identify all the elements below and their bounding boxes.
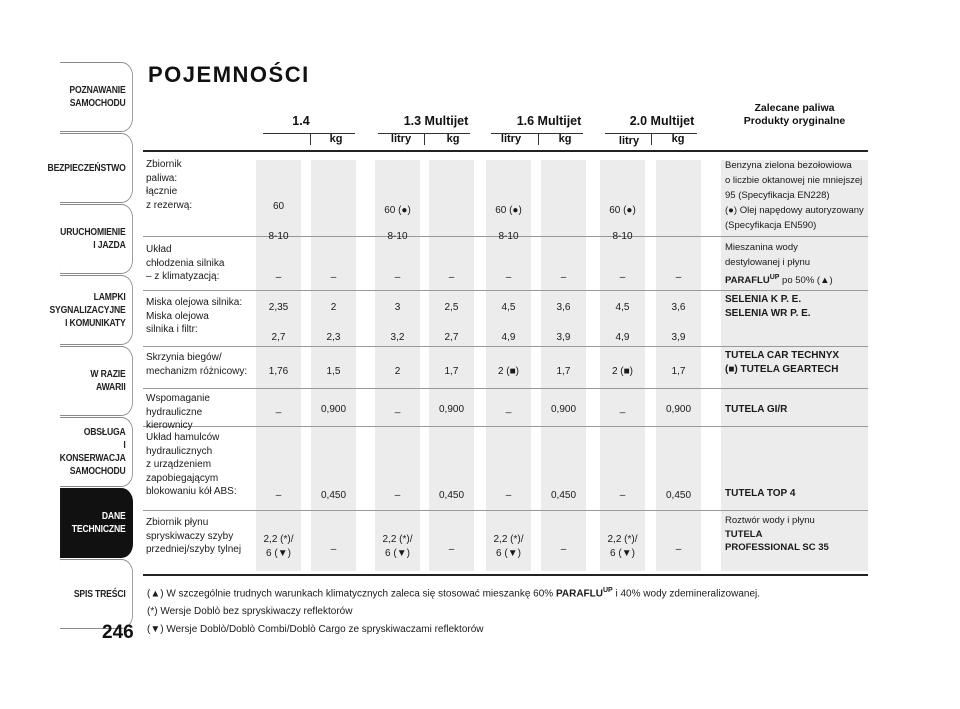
label-line: przedniej/szyby tylnej xyxy=(146,544,242,555)
label-line: hydrauliczne kierownicy xyxy=(146,406,203,431)
engine-header-1-3-multijet: 1.3 Multijet xyxy=(403,114,469,128)
unit-kg: kg xyxy=(329,133,343,145)
fuel-line: TUTELA xyxy=(725,528,763,540)
cell-value: 2,5 xyxy=(444,302,459,313)
cell-value: – xyxy=(394,490,401,501)
label-line: Zbiornik xyxy=(146,159,182,170)
cell-value: – xyxy=(675,272,682,283)
cell-value: 6 (▼) xyxy=(610,548,635,559)
cell-value: 3,9 xyxy=(671,332,686,343)
cell-value: – xyxy=(330,544,337,555)
fuel-line: Roztwór wody i płynu xyxy=(725,515,815,526)
cell-value: – xyxy=(275,272,282,283)
cell-value: – xyxy=(560,272,567,283)
cell-value: 8-10 xyxy=(612,231,633,242)
page-title: POJEMNOŚCI xyxy=(148,62,310,87)
cell-value: 2,3 xyxy=(326,332,341,343)
cell-value: – xyxy=(448,272,455,283)
cell-value: 3 xyxy=(394,302,401,313)
fuel-spec-oil xyxy=(725,293,867,321)
cell-value: 60 xyxy=(272,201,285,212)
unit-kg: kg xyxy=(446,133,460,145)
tab-label: URUCHOMIENIE I JAZDA xyxy=(60,226,126,251)
cell-value: 6 (▼) xyxy=(266,548,291,559)
cell-value: 1,7 xyxy=(444,366,459,377)
page-number: 246 xyxy=(102,622,134,643)
brand-sup: UP xyxy=(769,274,780,281)
unit-divider xyxy=(310,133,311,145)
cell-value: _ xyxy=(394,403,401,414)
label-line: blokowaniu kół ABS: xyxy=(146,486,237,497)
cell-value: – xyxy=(505,272,512,283)
label-line: łącznie xyxy=(146,186,178,197)
chapter-tabs xyxy=(44,62,133,630)
table-bottom-rule xyxy=(143,574,868,576)
tab-label: SPIS TREŚCI xyxy=(73,587,126,600)
cell-value: – xyxy=(330,272,337,283)
fuel-line: Mieszanina wody xyxy=(725,242,798,253)
label-line: chłodzenia silnika xyxy=(146,257,225,269)
cell-value: – xyxy=(560,544,567,555)
fuel-line: TUTELA GI/R xyxy=(725,404,788,415)
unit-kg: kg xyxy=(558,133,572,145)
fuel-spec-fuel xyxy=(725,158,867,233)
brand-paraflu: PARAFLU xyxy=(555,588,603,600)
row-separator xyxy=(143,510,868,511)
cell-value: 2,7 xyxy=(271,332,286,343)
row-label-engine-oil xyxy=(146,296,251,337)
row-label-washer xyxy=(146,516,251,557)
cell-value: – xyxy=(394,272,401,283)
unit-divider xyxy=(651,133,652,145)
cell-value: 2,7 xyxy=(444,332,459,343)
cell-value: 0,450 xyxy=(320,490,347,501)
fuel-line: Benzyna zielona bezołowiowa xyxy=(725,160,852,171)
label-line: zapobiegającym xyxy=(146,472,219,484)
cell-value: 1,76 xyxy=(268,366,289,377)
cell-value: 2,2 (*)/ xyxy=(607,534,638,545)
cell-value: 2 (■) xyxy=(497,366,520,377)
fuel-line: (Specyfikacja EN590) xyxy=(725,220,817,231)
fuel-line: o liczbie oktanowej nie mniejszej xyxy=(725,175,863,186)
cell-value: _ xyxy=(505,403,512,414)
cell-value: – xyxy=(505,490,512,501)
fuel-spec-brakes xyxy=(725,487,867,501)
cell-value: _ xyxy=(275,403,282,414)
row-separator xyxy=(143,346,868,347)
label-line: Wspomaganie xyxy=(146,393,210,404)
row-label-power-steering xyxy=(146,392,251,433)
fuel-line: (■) TUTELA GEARTECH xyxy=(725,364,839,375)
brand-sup: UP xyxy=(602,587,613,594)
row-label-fuel-tank xyxy=(146,158,251,212)
fuel-header-line1: Zalecane paliwa xyxy=(754,102,835,114)
engine-header-2-0-multijet: 2.0 Multijet xyxy=(629,114,695,128)
tab-label: LAMPKI SYGNALIZACYJNE I KOMUNIKATY xyxy=(49,290,126,329)
cell-value: 1,7 xyxy=(671,366,686,377)
cell-value: 0,450 xyxy=(665,490,692,501)
row-separator xyxy=(143,388,868,389)
label-line: Układ xyxy=(146,244,172,255)
unit-divider xyxy=(538,133,539,145)
label-line: Miska olejowa silnika: xyxy=(146,297,243,308)
footnote-down-triangle: (▼) Wersje Doblò/Doblò Combi/Doblò Cargo ze spryskiwaczami reflektorów xyxy=(147,624,484,636)
fuel-line: TUTELA CAR TECHNYX xyxy=(725,350,840,361)
cell-value: 60 (●) xyxy=(495,205,522,216)
tab-label: OBSŁUGA I KONSERWACJA SAMOCHODU xyxy=(59,426,126,477)
fuel-header xyxy=(721,102,868,128)
cell-value: 60 (●) xyxy=(384,205,411,216)
fuel-line: PROFESSIONAL SC 35 xyxy=(725,542,829,553)
tab-label: POZNAWANIE SAMOCHODU xyxy=(69,84,126,109)
fuel-line: destylowanej i płynu xyxy=(725,257,811,268)
cell-value: 3,6 xyxy=(671,302,686,313)
cell-value: 4,9 xyxy=(615,332,630,343)
tab-w-razie-awarii[interactable] xyxy=(60,346,133,416)
cell-value: 4,9 xyxy=(501,332,516,343)
row-label-brakes xyxy=(146,431,251,499)
cell-value: 0,900 xyxy=(550,404,577,415)
footnote-text: (▲) W szczególnie trudnych warunkach klimatycznych zaleca się stosować mieszankę 60% xyxy=(147,588,556,600)
cell-value: _ xyxy=(619,403,626,414)
cell-value: 2,2 (*)/ xyxy=(382,534,413,545)
fuel-line: SELENIA K P. E. xyxy=(725,294,802,305)
cell-value: 2 (■) xyxy=(611,366,634,377)
cell-value: 3,9 xyxy=(556,332,571,343)
cell-value: – xyxy=(675,544,682,555)
tab-uruchomienie-i-jazda[interactable] xyxy=(60,204,133,274)
tab-obsluga-i-konserwacja[interactable] xyxy=(60,417,133,487)
fuel-line xyxy=(725,270,867,288)
fuel-spec-gearbox xyxy=(725,349,867,377)
row-separator xyxy=(143,426,868,427)
label-line: spryskiwaczy szyby xyxy=(146,530,234,542)
cell-value: 8-10 xyxy=(387,231,408,242)
fuel-line: SELENIA WR P. E. xyxy=(725,308,811,319)
cell-value: 2,2 (*)/ xyxy=(263,534,294,545)
label-line: hydraulicznych xyxy=(146,445,213,457)
footnotes xyxy=(147,582,847,639)
cell-value: 1,7 xyxy=(556,366,571,377)
cell-value: 3,2 xyxy=(390,332,405,343)
table-top-rule xyxy=(143,150,868,152)
tab-label: DANE TECHNICZNE xyxy=(71,510,126,535)
row-label-gearbox xyxy=(146,351,251,378)
cell-value: 4,5 xyxy=(615,302,630,313)
cell-value: 0,900 xyxy=(665,404,692,415)
cell-value: 6 (▼) xyxy=(496,548,521,559)
fuel-header-line2: Produkty oryginalne xyxy=(743,115,846,127)
unit-divider xyxy=(424,133,425,145)
cell-value: – xyxy=(619,490,626,501)
footnote-text: i 40% wody zdemineralizowanej. xyxy=(612,588,761,600)
tab-label: BEZPIECZEŃSTWO xyxy=(47,161,126,174)
unit-litres: litry xyxy=(390,133,412,145)
cell-value: 3,6 xyxy=(556,302,571,313)
cell-value: 4,5 xyxy=(501,302,516,313)
cell-value: 2 xyxy=(330,302,337,313)
engine-header-1-4: 1.4 xyxy=(292,114,310,128)
tab-bezpieczenstwo[interactable] xyxy=(47,133,133,203)
cell-value: – xyxy=(275,490,282,501)
label-line: – z klimatyzacją: xyxy=(146,271,220,282)
label-line: Miska olejowa xyxy=(146,310,209,322)
cell-value: 0,900 xyxy=(438,404,465,415)
label-line: silnika i filtr: xyxy=(146,324,198,335)
capacities-table xyxy=(143,100,868,580)
cell-value: 2,2 (*)/ xyxy=(493,534,524,545)
footnote-asterisk: (*) Wersje Doblò bez spryskiwaczy reflektorów xyxy=(147,606,353,618)
label-line: mechanizm różnicowy: xyxy=(146,365,248,377)
fuel-line: 95 (Specyfikacja EN228) xyxy=(725,190,830,201)
cell-value: – xyxy=(448,544,455,555)
cell-value: 0,900 xyxy=(320,404,347,415)
label-line: z urządzeniem xyxy=(146,459,212,470)
cell-value: 0,450 xyxy=(438,490,465,501)
tab-lampki-sygnalizacyjne[interactable] xyxy=(49,275,133,345)
footnote-triangle xyxy=(147,582,847,603)
label-line: Zbiornik płynu xyxy=(146,517,209,528)
mix-ratio: po 50% (▲) xyxy=(779,275,833,287)
fuel-spec-coolant xyxy=(725,240,867,288)
unit-litres: litry xyxy=(618,135,640,147)
fuel-spec-washer xyxy=(725,514,867,555)
cell-value: 2 xyxy=(394,366,401,377)
fuel-spec-steering xyxy=(725,403,867,417)
row-label-cooling xyxy=(146,243,251,284)
tab-dane-techniczne[interactable] xyxy=(60,488,133,558)
tab-poznawanie-samochodu[interactable] xyxy=(60,62,133,132)
label-line: z rezerwą: xyxy=(146,199,193,211)
fuel-line: TUTELA TOP 4 xyxy=(725,488,796,499)
fuel-line: (●) Olej napędowy autoryzowany xyxy=(725,205,864,216)
unit-kg: kg xyxy=(671,133,685,145)
unit-litres: litry xyxy=(500,133,522,145)
label-line: Układ hamulców xyxy=(146,432,220,443)
cell-value: 2,35 xyxy=(268,302,289,313)
brand-paraflu: PARAFLU xyxy=(725,275,770,287)
tab-label: W RAZIE AWARII xyxy=(90,368,126,393)
label-line: Skrzynia biegów/ xyxy=(146,352,222,363)
engine-header-1-6-multijet: 1.6 Multijet xyxy=(516,114,582,128)
cell-value: 60 (●) xyxy=(609,205,636,216)
cell-value: 0,450 xyxy=(550,490,577,501)
cell-value: 8-10 xyxy=(268,231,289,242)
cell-value: 8-10 xyxy=(498,231,519,242)
cell-value: 6 (▼) xyxy=(385,548,410,559)
row-separator xyxy=(143,290,868,291)
cell-value: – xyxy=(619,272,626,283)
label-line: paliwa: xyxy=(146,172,178,184)
tab-spis-tresci[interactable] xyxy=(60,559,133,629)
cell-value: 1,5 xyxy=(326,366,341,377)
